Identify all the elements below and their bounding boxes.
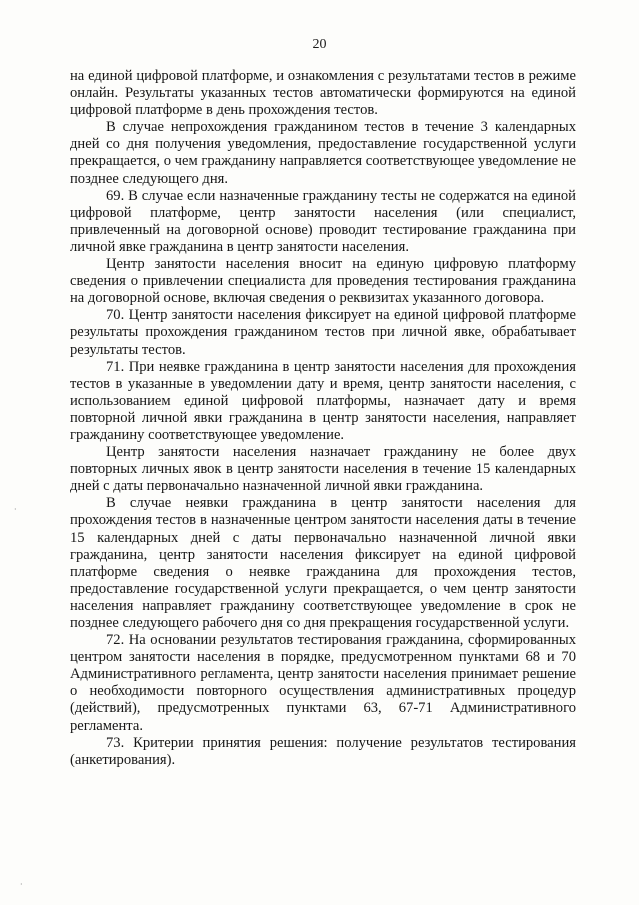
paragraph-69: 69. В случае если назначенные гражданину тесты не содержатся на единой цифровой платформе, центр занятости населения (или специалист, привлеченный на договорной основе) проводит тестирование гражданина при личной явке гражданина в центр занятости населения. [70,187,576,255]
page-number: 20 [312,37,327,52]
paragraph-no-show: В случае неявки гражданина в центр занятости населения для прохождения тестов в назначенные центром занятости населения даты в течение 15 календарных дней с даты первоначально назначенной личной явки гражданина, центр занятости населения фиксирует на единой цифровой платформе сведения о неявке гражданина для прохождения тестов, предоставление государственной услуги прекращается, о чем центр занятости населения направляет гражданину соответствующее уведомление в срок не позднее следующего рабочего дня со дня прекращения государственной услуги. [70,495,576,631]
paragraph-test-failure: В случае непрохождения гражданином тестов в течение 3 календарных дней со дня получения уведомления, предоставление государственной услуги прекращается, о чем гражданину направляется соответствующее уведомление не позднее следующего дня. [70,119,576,187]
paragraph-70: 70. Центр занятости населения фиксирует на единой цифровой платформе результаты прохождения гражданином тестов при личной явке, обрабатывает результаты тестов. [70,307,576,358]
paragraph-repeat-visits: Центр занятости населения назначает гражданину не более двух повторных личных явок в центр занятости населения в течение 15 календарных дней с даты первоначально назначенной личной явки гражданина. [70,444,576,495]
paragraph-73: 73. Критерии принятия решения: получение результатов тестирования (анкетирования). [70,734,576,768]
paragraph-specialist-info: Центр занятости населения вносит на единую цифровую платформу сведения о привлечении специалиста для проведения тестирования гражданина на договорной основе, включая сведения о реквизитах указанного договора. [70,256,576,307]
paragraph-71: 71. При неявке гражданина в центр занятости населения для прохождения тестов в указанные в уведомлении дату и время, центр занятости населения, с использованием единой цифровой платформы, назначает дату и время повторной личной явки гражданина в центр занятости населения, направляет гражданину соответствующее уведомление. [70,358,576,443]
paragraph-continuation: на единой цифровой платформе, и ознакомления с результатами тестов в режиме онлайн. Результаты указанных тестов автоматически формируются на единой цифровой платформе в день прохождения тестов. [70,68,576,119]
paragraph-72: 72. На основании результатов тестирования гражданина, сформированных центром занятости населения в порядке, предусмотренном пунктами 68 и 70 Административного регламента, центр занятости населения принимает решение о необходимости повторного осуществления административных процедур (действий), предусмотренных пунктами 63, 67-71 Административного регламента. [70,632,576,734]
scan-speck: · [20,880,23,889]
document-body [70,68,576,769]
scan-speck: · [14,505,17,514]
